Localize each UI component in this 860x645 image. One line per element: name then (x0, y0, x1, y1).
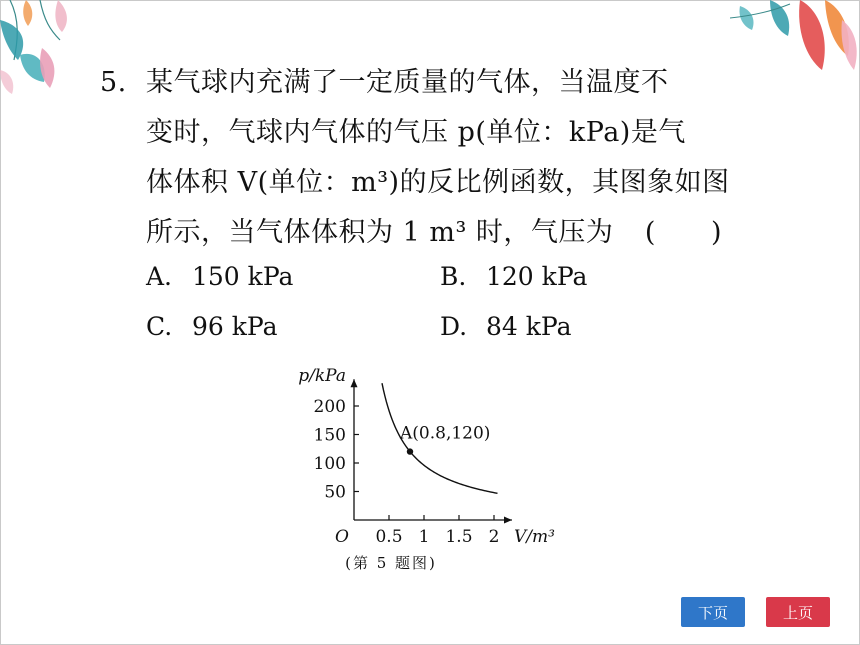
x-axis-arrow-icon (504, 517, 512, 524)
question-number: 5. (100, 67, 127, 98)
previous-page-button[interactable]: 上页 (766, 597, 830, 627)
question-text-line: 所示，当气体体积为 1 m³ 时，气压为 (146, 217, 614, 248)
y-tick-label: 200 (313, 397, 346, 417)
question-line-3 (100, 158, 740, 208)
y-tick-label: 50 (324, 482, 346, 503)
question-text-line: 体体积 V(单位：m³)的反比例函数，其图象如图 (146, 167, 730, 198)
option-text: 120 kPa (486, 262, 588, 291)
leaf-decoration-right-icon (730, 0, 860, 90)
question-line-1 (100, 58, 740, 108)
answer-options (146, 252, 706, 352)
option-letter: B. (440, 262, 467, 291)
leaf-decoration-left-icon (0, 0, 110, 100)
x-tick-label: 2 (488, 527, 500, 547)
option-letter: A. (146, 262, 173, 291)
function-graph-figure (276, 358, 576, 578)
question-line-4 (100, 208, 740, 258)
question-line-2 (100, 108, 740, 158)
point-a-label: A(0.8,120) (400, 423, 491, 444)
option-text: 84 kPa (486, 312, 572, 341)
figure-caption: (第 5 题图) (345, 554, 437, 572)
next-page-button[interactable]: 下页 (681, 597, 745, 627)
option-b (440, 252, 587, 302)
option-c (146, 302, 278, 352)
x-tick-label: 0.5 (375, 527, 403, 547)
x-tick-label: 1.5 (445, 527, 473, 547)
question-text-line: 某气球内充满了一定质量的气体，当温度不 (146, 67, 669, 98)
point-a-marker (407, 448, 413, 454)
y-axis-label: p/kPa (298, 366, 346, 387)
question-text-line: 变时，气球内气体的气压 p(单位：kPa)是气 (146, 117, 686, 148)
y-tick-label: 100 (313, 454, 346, 474)
option-text: 150 kPa (192, 262, 294, 291)
option-letter: D. (440, 312, 468, 341)
x-axis-label: V/m³ (514, 527, 555, 547)
origin-label: O (335, 527, 349, 547)
option-letter: C. (146, 312, 173, 341)
option-a (146, 252, 293, 302)
x-tick-label: 1 (418, 527, 430, 547)
options-row-2 (146, 302, 706, 352)
function-graph (276, 358, 576, 578)
options-row-1 (146, 252, 706, 302)
y-axis-arrow-icon (351, 379, 358, 387)
option-d (440, 302, 572, 352)
answer-parentheses: ( ) (644, 217, 722, 248)
question-block (100, 58, 740, 258)
option-text: 96 kPa (192, 312, 278, 341)
y-tick-label: 150 (313, 425, 346, 446)
